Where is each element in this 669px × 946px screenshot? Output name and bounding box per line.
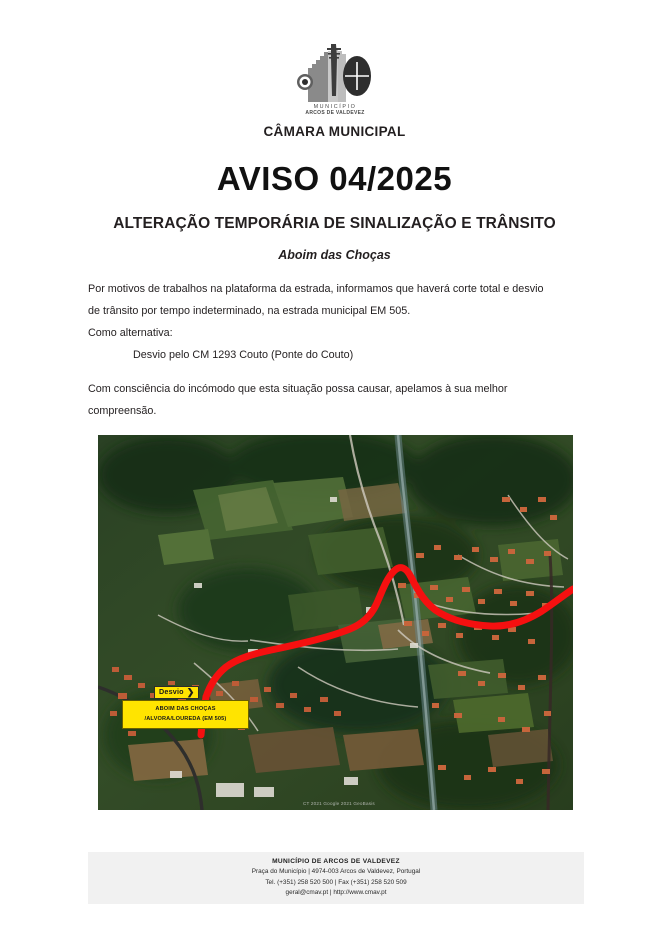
notice-body-second xyxy=(88,378,584,422)
footer-title: MUNICÍPIO DE ARCOS DE VALDEVEZ xyxy=(272,858,400,865)
notice-body-first xyxy=(88,278,584,366)
municipality-logo xyxy=(0,38,669,121)
arrow-right-icon: ❯ xyxy=(186,686,195,697)
footer xyxy=(88,856,584,899)
footer-address: Praça do Município | 4974-003 Arcos de Valdevez, Portugal xyxy=(251,868,421,875)
map-attribution: CT 2021 Google 2021 GeoBasis xyxy=(303,801,375,806)
body-para2-line1: Com consciência do incómodo que esta situação possa causar, apelamos à sua melhor xyxy=(88,383,508,395)
detour-map xyxy=(98,435,573,810)
municipio-arcos-de-valdevez-crest-icon xyxy=(287,38,383,116)
desvio-badge xyxy=(154,686,199,699)
destination-label-box xyxy=(122,700,249,729)
destination-line-2: /ALVORA/LOUREDA (EM 505) xyxy=(144,715,227,722)
body-para1-line2: de trânsito por tempo indeterminado, na estrada municipal EM 505. xyxy=(88,305,411,317)
logo-text-municipio: MUNICÍPIO xyxy=(313,104,356,110)
body-para1-line3: Como alternativa: xyxy=(88,327,173,339)
destination-line-1: ABOIM DAS CHOÇAS xyxy=(155,706,216,712)
footer-phone: Tel. (+351) 258 520 500 | Fax (+351) 258 520 509 xyxy=(265,878,407,886)
footer-contact: geral@cmav.pt | http://www.cmav.pt xyxy=(285,889,387,896)
body-para2-line2: compreensão. xyxy=(88,405,157,417)
body-para1-line1: Por motivos de trabalhos na plataforma da estrada, informamos que haverá corte total e desvio xyxy=(88,283,544,295)
camara-municipal-heading: CÂMARA MUNICIPAL xyxy=(263,124,406,139)
notice-subtitle: ALTERAÇÃO TEMPORÁRIA DE SINALIZAÇÃO E TRÂNSITO xyxy=(113,215,556,232)
body-alternative-route: Desvio pelo CM 1293 Couto (Ponte do Couto) xyxy=(133,349,354,361)
satellite-map-image xyxy=(98,435,573,810)
logo-text-arcos: ARCOS DE VALDEVEZ xyxy=(304,110,365,116)
notice-location: Aboim das Choças xyxy=(278,248,391,262)
page-title: AVISO 04/2025 xyxy=(216,160,453,197)
desvio-badge-label: Desvio xyxy=(159,687,184,696)
